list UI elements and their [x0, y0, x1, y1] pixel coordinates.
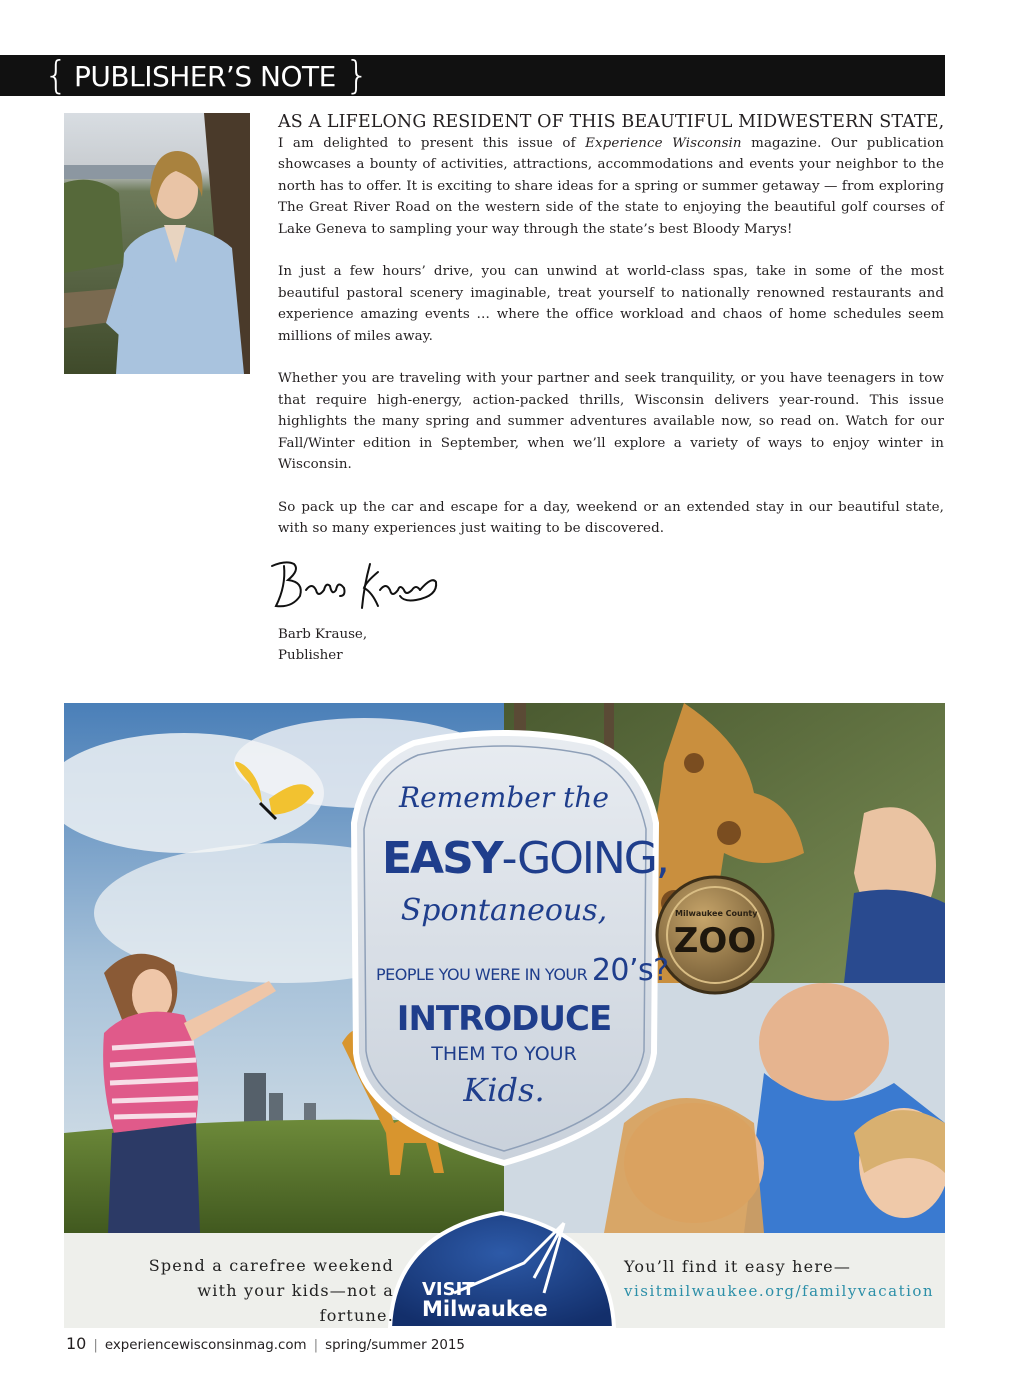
magazine-title: Experience Wisconsin	[585, 136, 742, 151]
paragraph-2: In just a few hours’ drive, you can unwind at world-class spas, take in some of the most beautiful pastoral scenery imaginable, treat yourself to nationally renowned restaurants and experience amazing events … where the office workload and chaos of home schedules seem millions of miles away.	[278, 264, 944, 344]
left-brace-ornament: {	[44, 53, 69, 97]
footer-issue: spring/summer 2015	[325, 1338, 465, 1353]
shield-line-spontaneous: Spontaneous,	[400, 893, 608, 928]
page-number: 10	[66, 1334, 87, 1353]
shield-line-people	[376, 953, 669, 988]
zoo-badge-county-text: Milwaukee County	[675, 909, 758, 918]
paragraph-3: Whether you are traveling with your partner and seek tranquility, or you have teenagers in tow that require high-energy, action-packed thrills, Wisconsin delivers year-round. This issue highlights the many spring and summer adventures available now, so read on. Watch for our Fall/Winter edition in September, when we’ll explore a variety of ways to enjoy winter in Wisconsin.	[278, 371, 944, 473]
footer-separator: |	[313, 1338, 319, 1353]
handwritten-signature	[266, 556, 446, 618]
section-title: PUBLISHER’S NOTE	[74, 60, 336, 93]
byline-name: Barb Krause,	[278, 627, 368, 642]
ad-tagline-left-line-1: Spend a carefree weekend	[148, 1256, 394, 1275]
article-lead-in: AS A LIFELONG RESIDENT OF THIS BEAUTIFUL MIDWESTERN STATE,	[278, 112, 945, 132]
ad-url-link[interactable]: visitmilwaukee.org/familyvacation	[624, 1282, 935, 1300]
footer-separator: |	[93, 1338, 98, 1353]
logo-milwaukee-text: Milwaukee	[422, 1297, 548, 1321]
shield-word-20s: 20’s?	[591, 953, 669, 988]
paragraph-1-part-b: magazine. Our publication showcases a bounty of activities, attractions, accommodations and events your neighbor to the north has to offer. It is exciting to share ideas for a spring or summer getaway — from exploring The Great River Road on the western side of the state to enjoying the beautiful golf courses of Lake Geneva to sampling your way through the state’s best Bloody Marys!	[278, 136, 944, 237]
logo-visit-text: VISIT	[422, 1279, 475, 1300]
ad-tagline-right	[624, 1254, 935, 1304]
paragraph-1	[278, 133, 944, 240]
visit-milwaukee-advertisement	[64, 703, 945, 1328]
ad-tagline-left-line-2: with your kids—not a fortune.	[197, 1281, 394, 1325]
zoo-badge-zoo-text: ZOO	[673, 921, 757, 961]
shield-line-introduce: INTRODUCE	[396, 999, 612, 1039]
paragraph-1-part-a: I am delighted to present this issue of	[278, 136, 586, 151]
shield-line-them-to-your: THEM TO YOUR	[431, 1043, 577, 1065]
footer-website: experiencewisconsinmag.com	[104, 1338, 307, 1353]
right-brace-ornament: }	[345, 53, 370, 97]
shield-line-kids: Kids.	[463, 1071, 545, 1109]
ad-tagline-right-line: You’ll find it easy here—	[624, 1257, 852, 1276]
shield-word-going: -GOING,	[501, 833, 668, 884]
page-footer	[66, 1334, 465, 1354]
shield-line-easy-going	[382, 833, 668, 884]
paragraph-4: So pack up the car and escape for a day, weekend or an extended stay in our beautiful state, with so many experiences just waiting to be discovered.	[278, 499, 944, 537]
byline-title: Publisher	[278, 648, 343, 664]
article-body	[278, 133, 944, 561]
shield-phrase-people: PEOPLE YOU WERE IN YOUR	[376, 965, 592, 984]
byline	[278, 624, 367, 667]
publisher-portrait-photo	[64, 113, 250, 374]
ad-tagline-left	[126, 1253, 394, 1328]
shield-line-remember: Remember the	[399, 781, 609, 814]
shield-word-easy: EASY	[382, 833, 502, 884]
